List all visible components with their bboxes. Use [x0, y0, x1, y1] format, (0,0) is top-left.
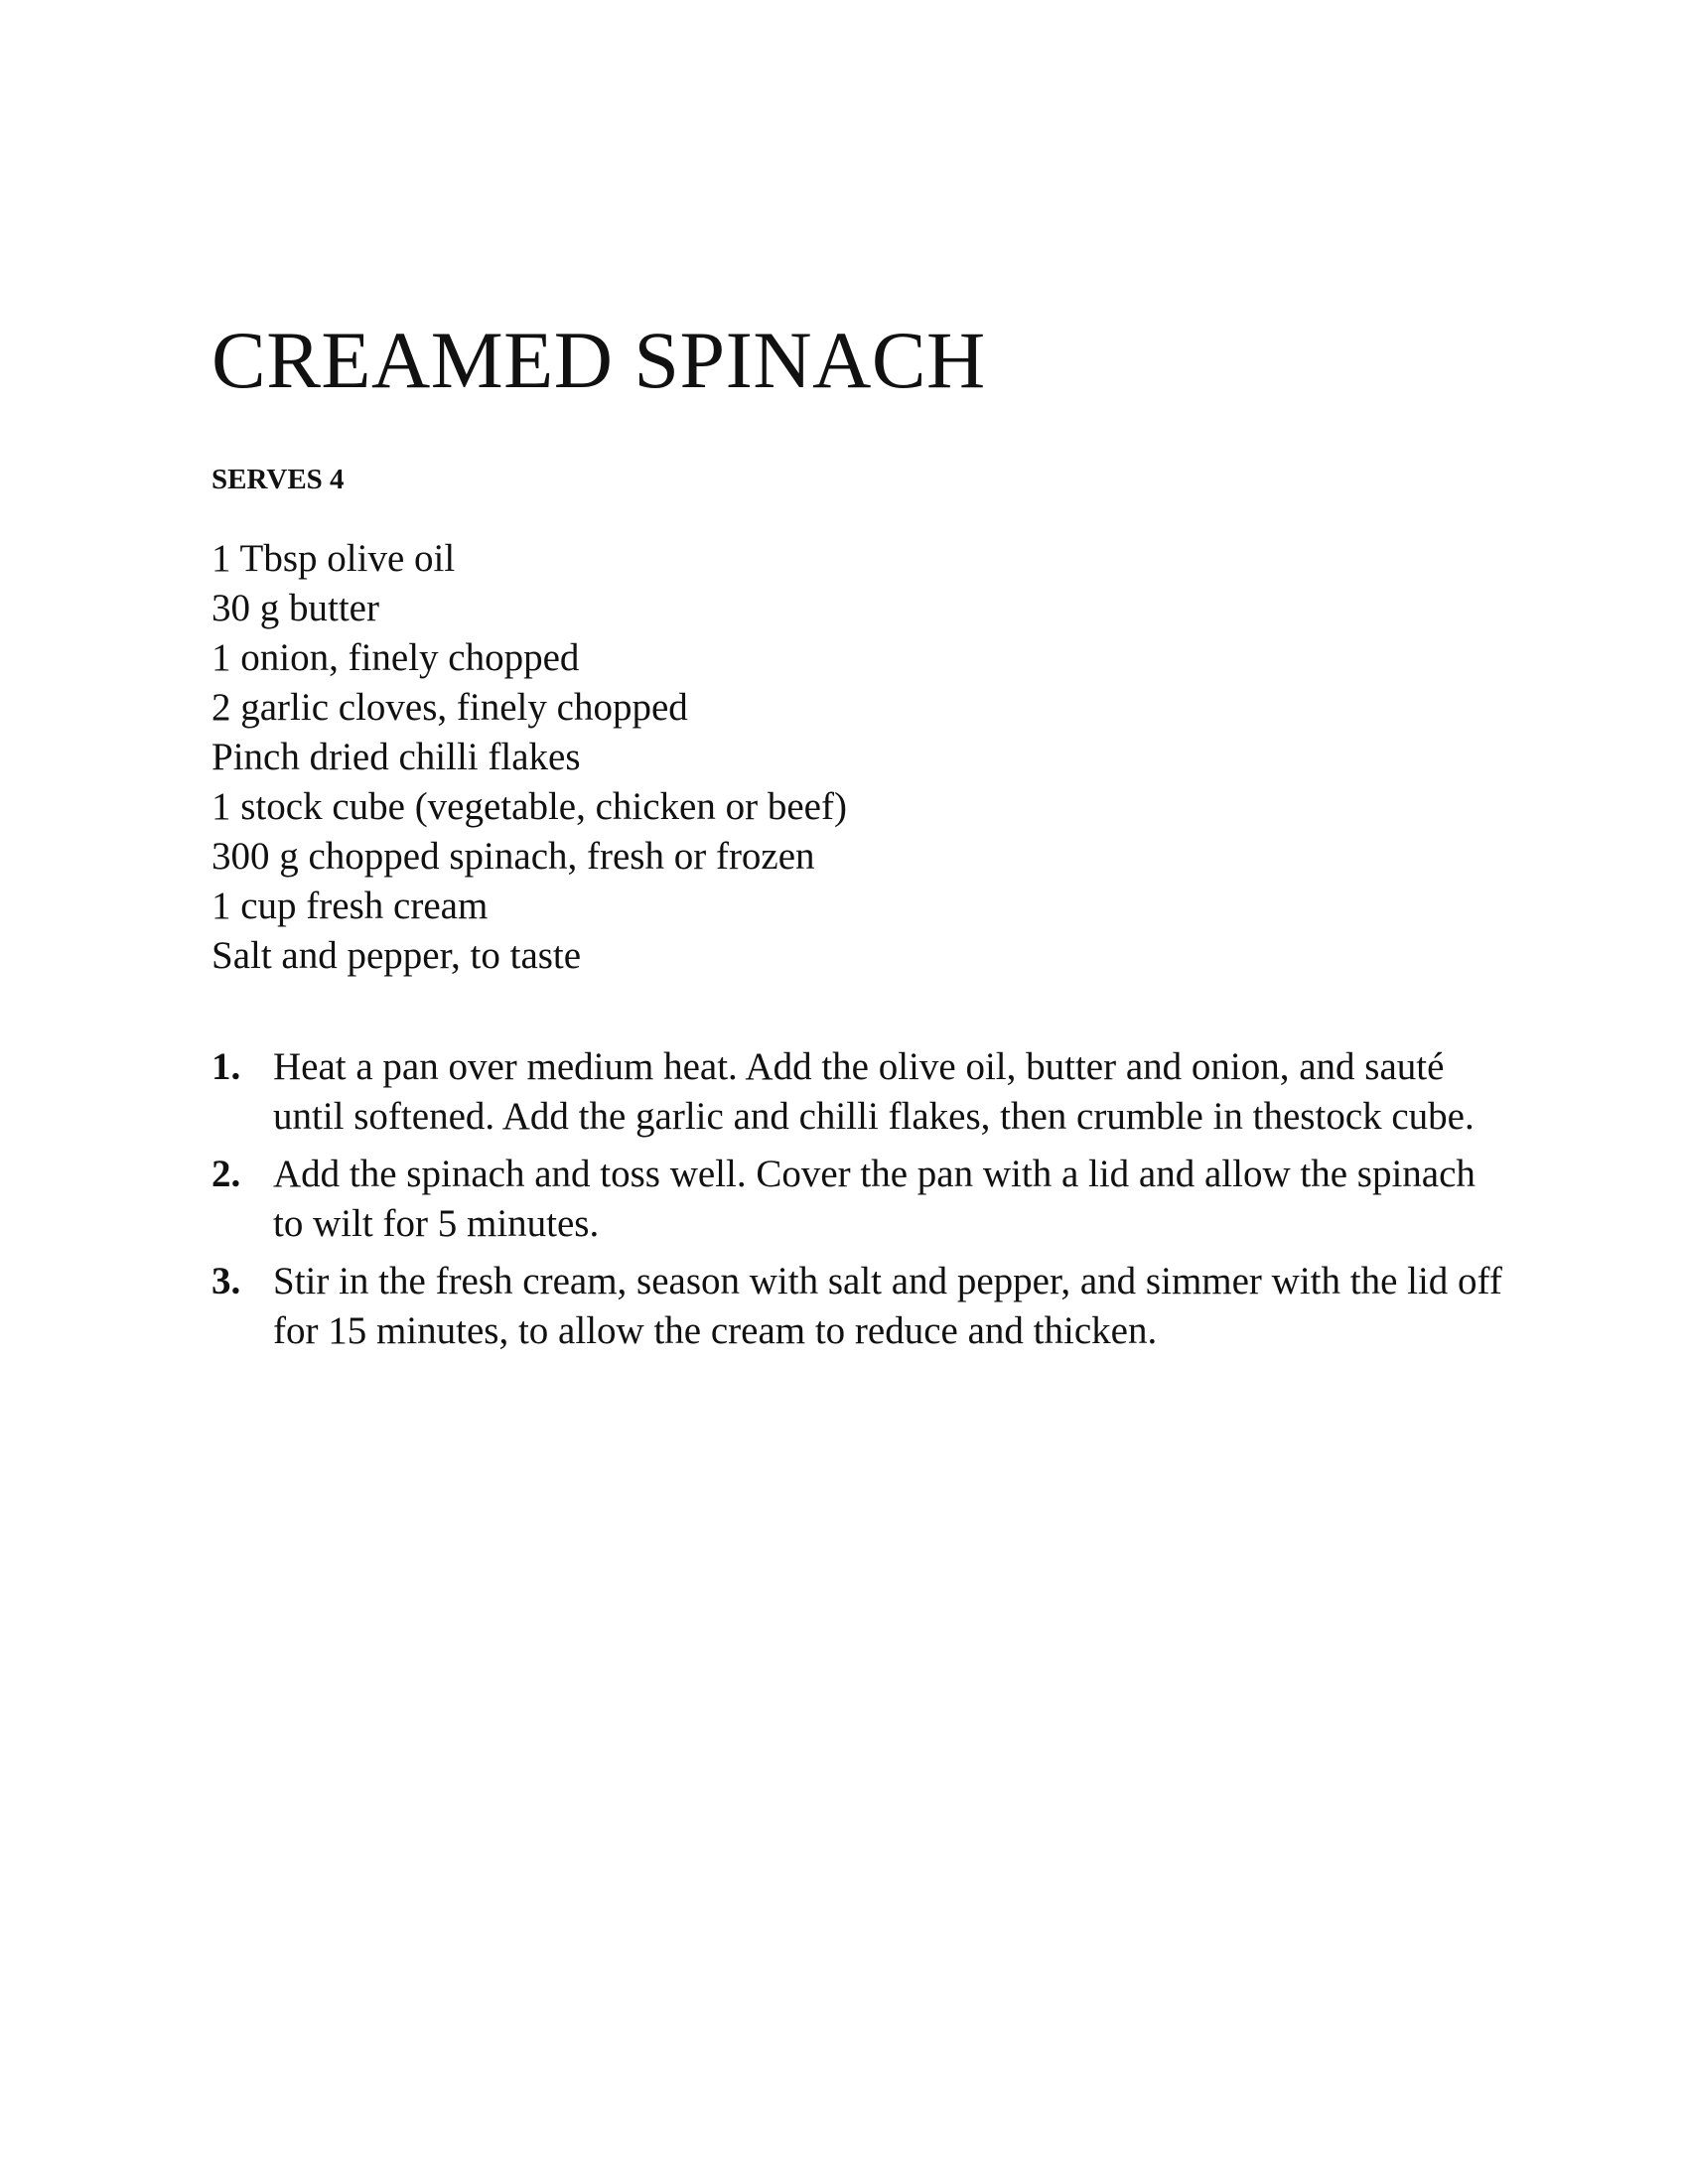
method-step	[211, 1257, 1502, 1356]
ingredient-item: 1 cup fresh cream	[211, 885, 489, 927]
step-text: Add the spinach and toss well. Cover the pan with a lid and allow the spinach to wilt for 5 minutes.	[273, 1153, 1476, 1245]
method-step	[211, 1042, 1502, 1142]
ingredient-item: 1 stock cube (vegetable, chicken or beef)	[211, 785, 847, 828]
ingredient-item: Salt and pepper, to taste	[211, 934, 582, 977]
recipe-page	[211, 0, 1502, 2184]
step-number: 1.	[211, 1045, 241, 1088]
step-number: 2.	[211, 1153, 241, 1195]
step-text: Stir in the fresh cream, season with salt and pepper, and simmer with the lid off for 15 minutes, to allow the cream to reduce and thicken.	[273, 1260, 1502, 1352]
step-text: Heat a pan over medium heat. Add the olive oil, butter and onion, and sauté until softened. Add the garlic and chilli flakes, then crumble in thestock cube.	[273, 1045, 1475, 1138]
ingredient-list	[211, 534, 847, 981]
serves-label: SERVES 4	[211, 464, 345, 495]
method-steps	[211, 1042, 1502, 1364]
step-number: 3.	[211, 1260, 241, 1302]
ingredient-item: 300 g chopped spinach, fresh or frozen	[211, 835, 815, 878]
ingredient-item: 1 Tbsp olive oil	[211, 537, 456, 580]
ingredient-item: 1 onion, finely chopped	[211, 636, 580, 679]
ingredient-item: Pinch dried chilli flakes	[211, 736, 581, 778]
recipe-title: CREAMED SPINACH	[211, 315, 986, 405]
method-step	[211, 1150, 1502, 1249]
ingredient-item: 30 g butter	[211, 587, 379, 629]
ingredient-item: 2 garlic cloves, finely chopped	[211, 686, 688, 729]
